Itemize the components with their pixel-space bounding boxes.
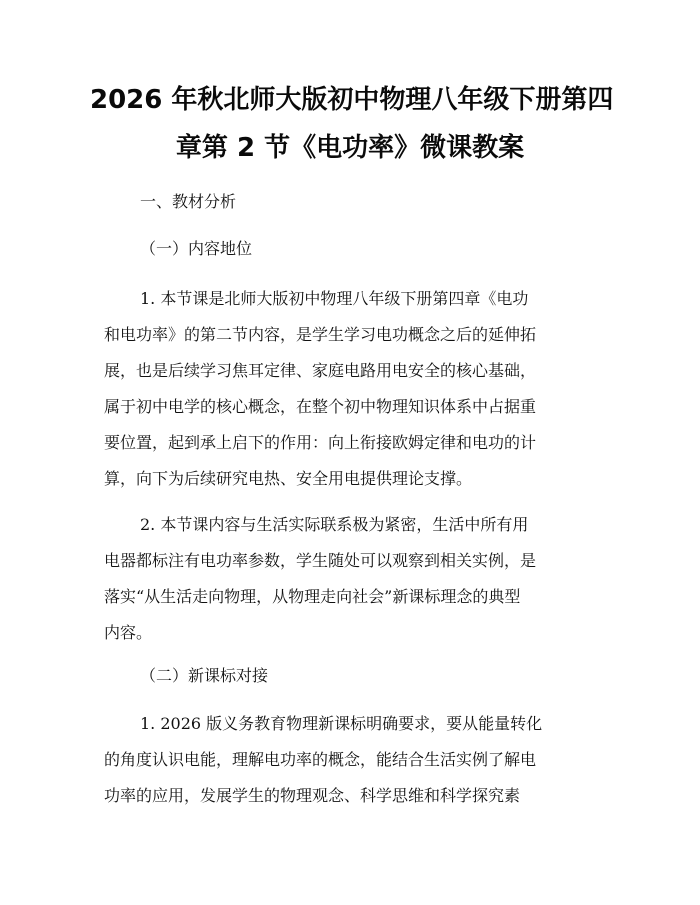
paragraph-content-position-2 — [104, 507, 604, 651]
paragraph-line: 展，也是后续学习焦耳定律、家庭电路用电安全的核心基础， — [104, 361, 537, 380]
subsection-heading-content-position: （一）内容地位 — [140, 239, 253, 258]
paragraph-line: 内容。 — [104, 623, 153, 642]
paragraph-line: 和电功率》的第二节内容，是学生学习电功概念之后的延伸拓 — [104, 325, 537, 344]
document-title-line-2: 章第 2 节《电功率》微课教案 — [175, 133, 525, 163]
document-title-line-1: 2026 年秋北师大版初中物理八年级下册第四 — [90, 85, 614, 115]
paragraph-line: 的角度认识电能，理解电功率的概念，能结合生活实例了解电 — [104, 750, 537, 769]
section-heading-teaching-material-analysis: 一、教材分析 — [140, 192, 237, 211]
paragraph-line: 1. 本节课是北师大版初中物理八年级下册第四章《电功 — [140, 289, 529, 308]
paragraph-line: 算，向下为后续研究电热、安全用电提供理论支撑。 — [104, 469, 473, 488]
paragraph-curriculum-standard-1 — [104, 706, 604, 814]
paragraph-line: 2. 本节课内容与生活实际联系极为紧密，生活中所有用 — [140, 515, 529, 534]
paragraph-line: 落实“从生活走向物理，从物理走向社会”新课标理念的典型 — [104, 587, 521, 606]
paragraph-line: 电器都标注有电功率参数，学生随处可以观察到相关实例，是 — [104, 551, 537, 570]
paragraph-content-position-1 — [104, 281, 604, 497]
paragraph-line: 属于初中电学的核心概念，在整个初中物理知识体系中占据重 — [104, 397, 537, 416]
paragraph-line: 功率的应用，发展学生的物理观念、科学思维和科学探究素 — [104, 786, 521, 805]
paragraph-line: 1. 2026 版义务教育物理新课标明确要求，要从能量转化 — [140, 714, 543, 733]
paragraph-line: 要位置，起到承上启下的作用：向上衔接欧姆定律和电功的计 — [104, 433, 537, 452]
subsection-heading-curriculum-standard: （二）新课标对接 — [140, 666, 269, 685]
